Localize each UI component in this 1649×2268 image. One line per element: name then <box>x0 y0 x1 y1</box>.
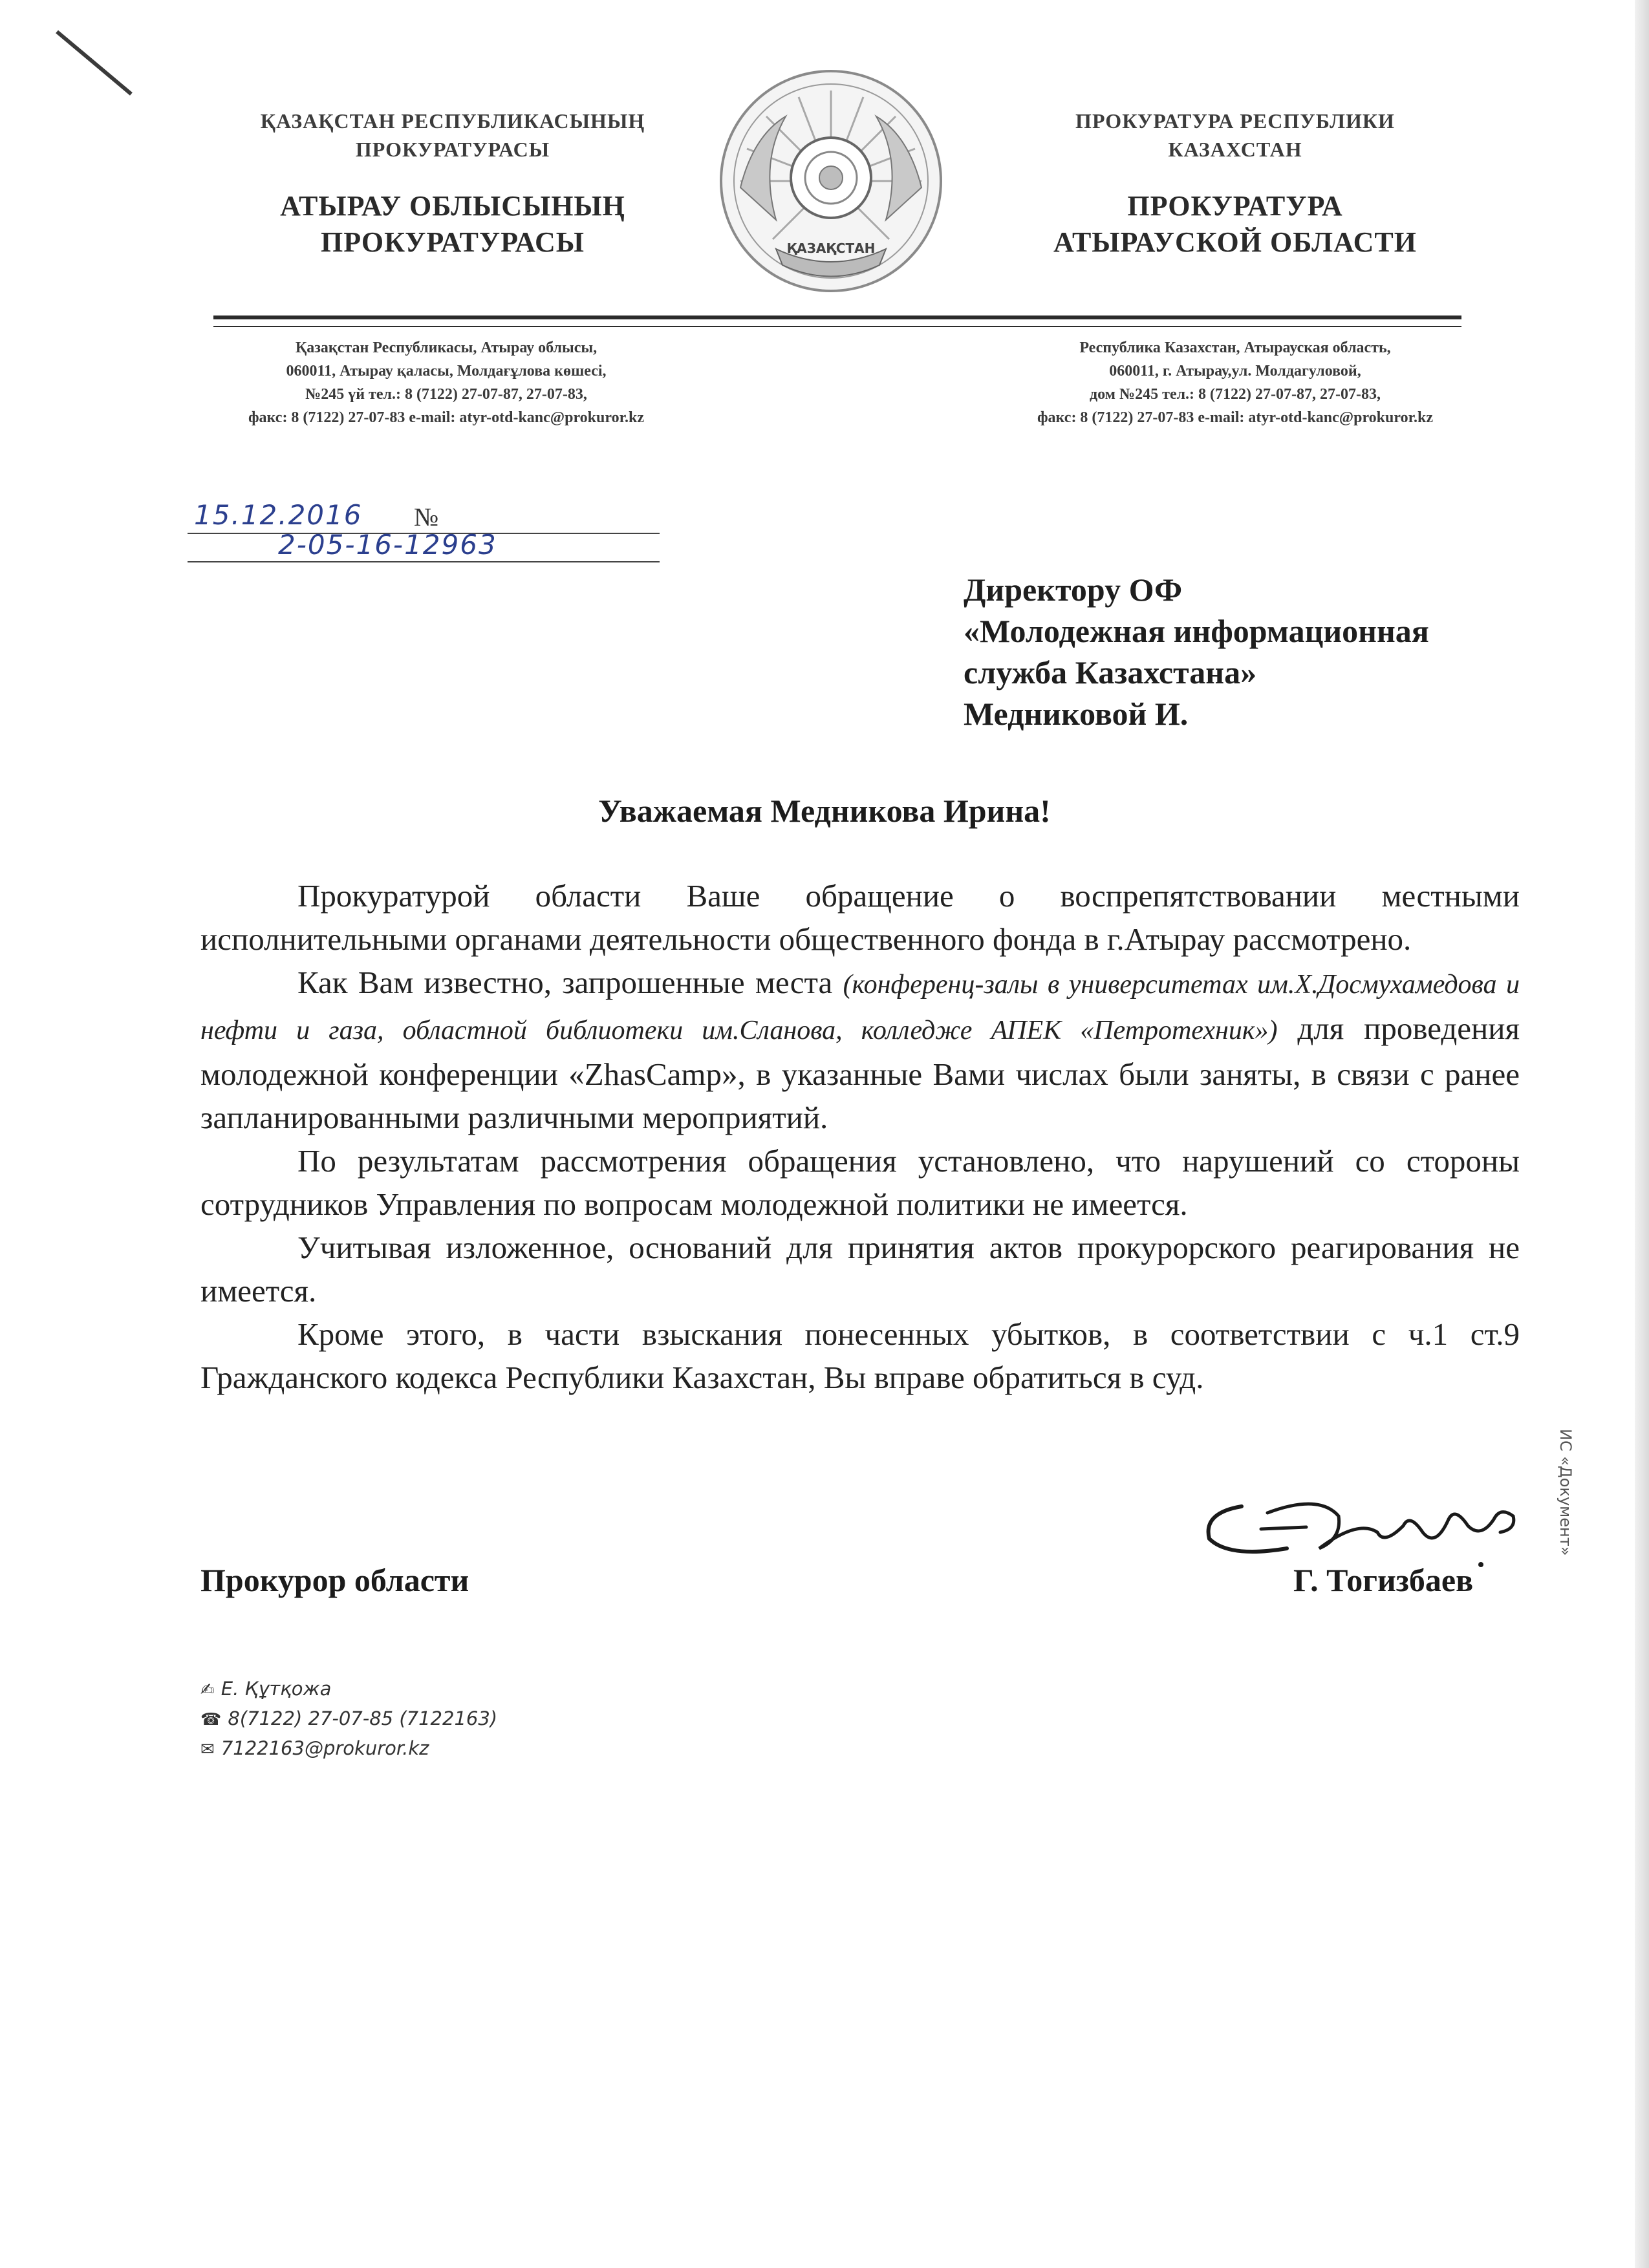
signatory-name: Г. Тогизбаев <box>1293 1562 1474 1598</box>
header-right-line3: ПРОКУРАТУРА <box>1127 190 1343 222</box>
header-left-line2: ПРОКУРАТУРАСЫ <box>355 138 550 161</box>
paragraph-3: По результатам рассмотрения обращения установлено, что нарушений со стороны сотрудников Управления по вопросам молодежной политики не имеется. <box>200 1143 1520 1222</box>
address-right-email-line: факс: 8 (7122) 27-07-83 e-mail: atyr-otd-kanc@prokuror.kz <box>1037 409 1434 426</box>
side-note: ИС «Документ» <box>1557 1429 1575 1556</box>
registration-number-label: № <box>414 502 439 531</box>
scan-mark <box>56 30 133 96</box>
addressee-line: служба Казахстана» <box>964 654 1257 690</box>
paragraph-5: Кроме этого, в части взыскания понесенных убытков, в соответствии с ч.1 ст.9 Гражданского кодекса Республики Казахстан, Вы вправе обратиться в суд. <box>200 1316 1520 1395</box>
executor-name-row <box>200 1674 497 1704</box>
emblem-icon <box>715 65 947 297</box>
header-left <box>207 107 698 261</box>
header-left-line1: ҚАЗАҚСТАН РЕСПУБЛИКАСЫНЫҢ <box>260 109 645 133</box>
envelope-icon: ✉ <box>200 1740 215 1759</box>
address-left-line: 060011, Атырау қаласы, Молдағұлова көшесі, <box>286 363 607 380</box>
address-left <box>194 336 698 429</box>
state-emblem <box>715 65 947 297</box>
address-right-line: 060011, г. Атырау,ул. Молдагуловой, <box>1109 363 1361 380</box>
paragraph-1: Прокуратурой области Ваше обращение о воспрепятствовании местными исполнительными органами деятельности общественного фонда в г.Атырау рассмотрено. <box>200 878 1520 957</box>
addressee-block <box>964 569 1546 734</box>
addressee-line: Директору ОФ <box>964 572 1183 608</box>
address-right-line: Республика Казахстан, Атырауская область, <box>1079 339 1391 356</box>
header-right-line4: АТЫРАУСКОЙ ОБЛАСТИ <box>1053 226 1417 258</box>
header-left-line3: АТЫРАУ ОБЛЫСЫНЫҢ <box>280 190 625 222</box>
letter-body <box>200 874 1520 1399</box>
header-right-line2: КАЗАХСТАН <box>1168 138 1302 161</box>
paragraph-2-start: Как Вам известно, запрошенные места <box>297 965 843 1000</box>
signatory-title: Прокурор области <box>200 1562 469 1598</box>
paragraph-4: Учитывая изложенное, оснований для принятия актов прокурорского реагирования не имеется. <box>200 1230 1520 1309</box>
executor-block <box>200 1674 497 1764</box>
header-rule-thick <box>213 316 1461 319</box>
paragraph-2 <box>200 961 1520 1139</box>
paragraph-2-end: для проведения молодежной конференции «ZhasCamp», в указанные Вами числах были заняты, в связи с ранее запланированными различными мероприятий. <box>200 1011 1520 1135</box>
registration-line-2 <box>188 561 660 562</box>
address-right-line: дом №245 тел.: 8 (7122) 27-07-87, 27-07-83, <box>1090 386 1381 403</box>
executor-name: Е. Құтқожа <box>221 1678 332 1700</box>
executor-email: 7122163@prokuror.kz <box>221 1737 429 1759</box>
pen-hand-icon: ✍ <box>200 1680 215 1700</box>
emblem-label: ҚАЗАҚСТАН <box>786 241 876 256</box>
addressee-line: Медниковой И. <box>964 696 1189 732</box>
header-left-line4: ПРОКУРАТУРАСЫ <box>321 226 585 258</box>
addressee-line: «Молодежная информационная <box>964 613 1429 649</box>
paragraph-2-venues: (конференц-залы в университетах им.Х.Досмухамедова и нефти и газа, областной библиотеки им.Сланова, колледже АПЕК «Петротехник») <box>200 970 1520 1045</box>
address-left-line: №245 үй тел.: 8 (7122) 27-07-87, 27-07-83, <box>305 386 587 403</box>
address-left-line: Қазақстан Республикасы, Атырау облысы, <box>295 339 598 356</box>
header-right <box>996 107 1474 261</box>
executor-email-row <box>200 1734 497 1764</box>
registration-date: 15.12.2016 <box>194 499 363 531</box>
executor-phone-row <box>200 1704 497 1734</box>
address-right <box>970 336 1500 429</box>
header-right-line1: ПРОКУРАТУРА РЕСПУБЛИКИ <box>1075 109 1395 133</box>
salutation: Уважаемая Медникова Ирина! <box>598 793 1051 829</box>
executor-phone: 8(7122) 27-07-85 (7122163) <box>228 1707 498 1729</box>
phone-icon: ☎ <box>200 1710 222 1729</box>
address-left-email-line: факс: 8 (7122) 27-07-83 e-mail: atyr-otd-kanc@prokuror.kz <box>248 409 645 426</box>
scan-edge <box>1635 0 1649 2268</box>
registration-number: 2-05-16-12963 <box>278 529 497 561</box>
header-rule-thin <box>213 326 1461 327</box>
